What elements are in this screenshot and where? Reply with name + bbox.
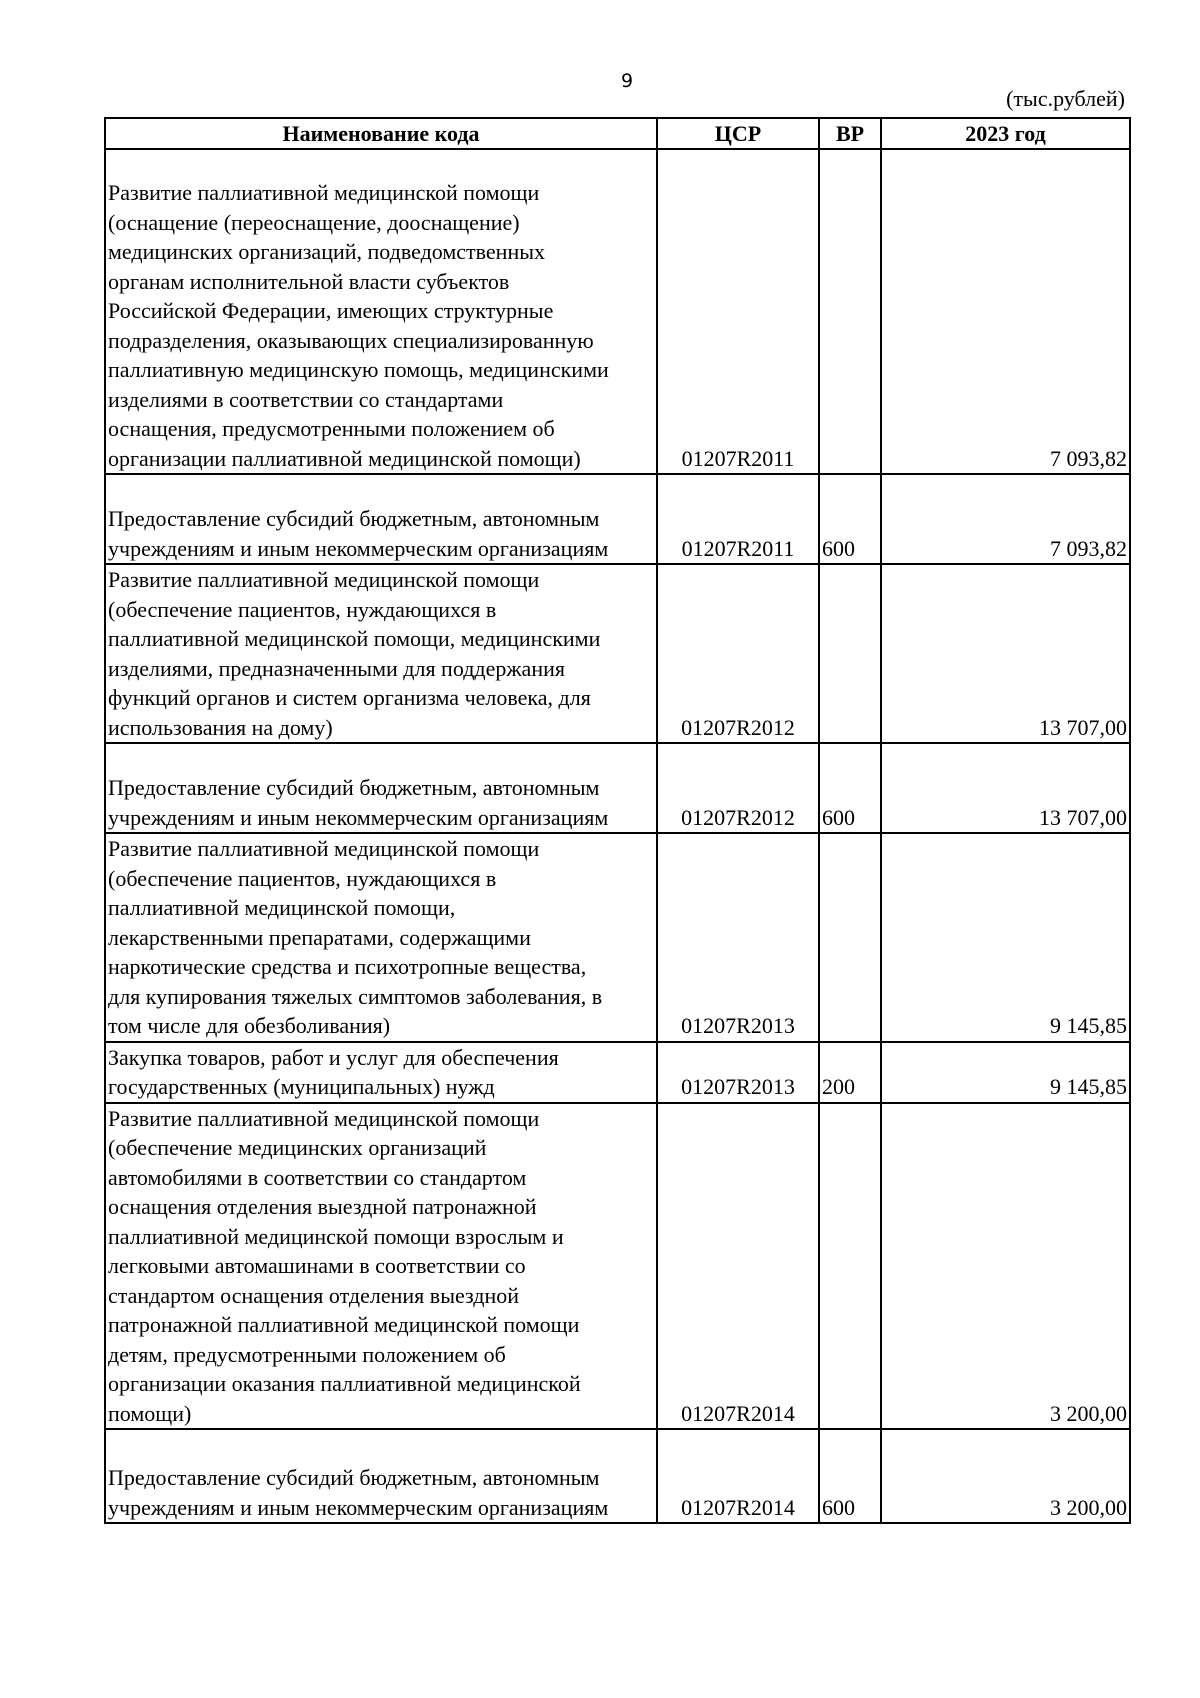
row-csr-cell: 01207R2011 xyxy=(657,474,819,564)
row-name-line: лекарственными препаратами, содержащими xyxy=(108,924,531,950)
header-name: Наименование кода xyxy=(105,118,657,149)
row-name-line: автомобилями в соответствии со стандартом xyxy=(108,1164,527,1190)
row-amount-cell: 3 200,00 xyxy=(881,1429,1130,1523)
row-amount-cell: 13 707,00 xyxy=(881,743,1130,833)
row-name-line: патронажной паллиативной медицинской помощи xyxy=(108,1312,580,1337)
row-amount-cell: 3 200,00 xyxy=(881,1103,1130,1430)
row-name-line: подразделения, оказывающих специализированную xyxy=(108,327,594,353)
row-name-line: организации оказания паллиативной медицинской xyxy=(108,1371,581,1396)
row-name-cell xyxy=(105,1042,657,1103)
units-label: (тыс.рублей) xyxy=(1006,86,1125,111)
row-name-cell xyxy=(105,474,657,564)
row-csr-cell: 01207R2011 xyxy=(657,149,819,474)
row-name-line: органам исполнительной власти субъектов xyxy=(108,268,510,294)
row-name-line: изделиями в соответствии со стандартами xyxy=(108,386,504,412)
row-name-line: паллиативную медицинскую помощь, медицинскими xyxy=(108,357,609,382)
row-name-line: Развитие паллиативной медицинской помощи xyxy=(108,1105,540,1131)
row-name-line: (обеспечение пациентов, нуждающихся в xyxy=(108,865,497,891)
header-row xyxy=(105,118,1130,149)
table-row xyxy=(105,1042,1130,1103)
row-name-line: Российской Федерации, имеющих структурные xyxy=(108,298,554,323)
row-name-line: изделиями, предназначенными для поддержания xyxy=(108,655,565,681)
row-name-line: организации паллиативной медицинской помощи) xyxy=(108,445,581,471)
table-row xyxy=(105,833,1130,1042)
row-name-cell xyxy=(105,149,657,474)
row-vr-cell: 600 xyxy=(819,1429,881,1523)
row-name-line: учреждениям и иным некоммерческим организациям xyxy=(108,804,609,830)
header-vr: ВР xyxy=(819,118,881,149)
row-name-line: Закупка товаров, работ и услуг для обеспечения xyxy=(108,1044,559,1070)
row-name-line: медицинских организаций, подведомственных xyxy=(108,239,546,264)
table-row xyxy=(105,1429,1130,1523)
table-row xyxy=(105,564,1130,743)
row-name-line: детям, предусмотренными положением об xyxy=(108,1341,506,1367)
row-name-line: наркотические средства и психотропные вещества, xyxy=(108,954,587,979)
row-name-line: Развитие паллиативной медицинской помощи xyxy=(108,567,540,592)
row-name-line: учреждениям и иным некоммерческим организациям xyxy=(108,535,609,561)
row-name-line: учреждениям и иным некоммерческим организациям xyxy=(108,1494,609,1520)
row-csr-cell: 01207R2013 xyxy=(657,833,819,1042)
row-csr-cell: 01207R2014 xyxy=(657,1103,819,1430)
page-number: 9 xyxy=(620,70,634,92)
row-name-line: Развитие паллиативной медицинской помощи xyxy=(108,836,540,861)
row-amount-cell: 9 145,85 xyxy=(881,833,1130,1042)
row-name-line: паллиативной медицинской помощи, медицинскими xyxy=(108,626,601,651)
row-name-cell xyxy=(105,1103,657,1430)
row-name-line: государственных (муниципальных) нужд xyxy=(108,1074,495,1099)
table-row xyxy=(105,474,1130,564)
row-name-line: оснащения отделения выездной патронажной xyxy=(108,1194,537,1219)
row-amount-cell: 7 093,82 xyxy=(881,149,1130,474)
row-name-line: функций органов и систем организма человека, для xyxy=(108,685,591,710)
row-name-cell xyxy=(105,1429,657,1523)
row-name-line: (обеспечение пациентов, нуждающихся в xyxy=(108,596,497,622)
row-name-line: помощи) xyxy=(108,1400,192,1426)
row-name-line: том числе для обезболивания) xyxy=(108,1013,391,1038)
row-name-line: (обеспечение медицинских организаций xyxy=(108,1135,487,1160)
row-vr-cell xyxy=(819,833,881,1042)
row-vr-cell xyxy=(819,564,881,743)
row-name-line: для купирования тяжелых симптомов заболевания, в xyxy=(108,983,603,1009)
table-row xyxy=(105,149,1130,474)
row-csr-cell: 01207R2014 xyxy=(657,1429,819,1523)
row-name-cell xyxy=(105,564,657,743)
row-name-line: Предоставление субсидий бюджетным, автономным xyxy=(108,1465,600,1490)
row-vr-cell xyxy=(819,1103,881,1430)
row-name-line: Предоставление субсидий бюджетным, автономным xyxy=(108,506,600,531)
row-name-line: паллиативной медицинской помощи, xyxy=(108,895,456,920)
table-row xyxy=(105,1103,1130,1430)
table-body xyxy=(105,149,1130,1523)
row-vr-cell xyxy=(819,149,881,474)
row-name-line: (оснащение (переоснащение, дооснащение) xyxy=(108,209,520,235)
row-csr-cell: 01207R2012 xyxy=(657,743,819,833)
row-name-cell xyxy=(105,833,657,1042)
budget-table xyxy=(104,117,1131,1524)
row-vr-cell: 200 xyxy=(819,1042,881,1103)
row-csr-cell: 01207R2013 xyxy=(657,1042,819,1103)
table-row xyxy=(105,743,1130,833)
row-name-line: паллиативной медицинской помощи взрослым и xyxy=(108,1223,564,1249)
row-amount-cell: 9 145,85 xyxy=(881,1042,1130,1103)
header-year: 2023 год xyxy=(881,118,1130,149)
row-csr-cell: 01207R2012 xyxy=(657,564,819,743)
row-name-line: стандартом оснащения отделения выездной xyxy=(108,1282,520,1308)
row-name-line: Развитие паллиативной медицинской помощи xyxy=(108,180,540,205)
row-amount-cell: 13 707,00 xyxy=(881,564,1130,743)
header-csr: ЦСР xyxy=(657,118,819,149)
row-amount-cell: 7 093,82 xyxy=(881,474,1130,564)
row-vr-cell: 600 xyxy=(819,743,881,833)
row-name-line: использования на дому) xyxy=(108,714,333,740)
row-name-line: Предоставление субсидий бюджетным, автономным xyxy=(108,775,600,800)
row-name-line: легковыми автомашинами в соответствии со xyxy=(108,1253,526,1278)
row-name-cell xyxy=(105,743,657,833)
row-name-line: оснащения, предусмотренными положением об xyxy=(108,416,555,441)
row-vr-cell: 600 xyxy=(819,474,881,564)
